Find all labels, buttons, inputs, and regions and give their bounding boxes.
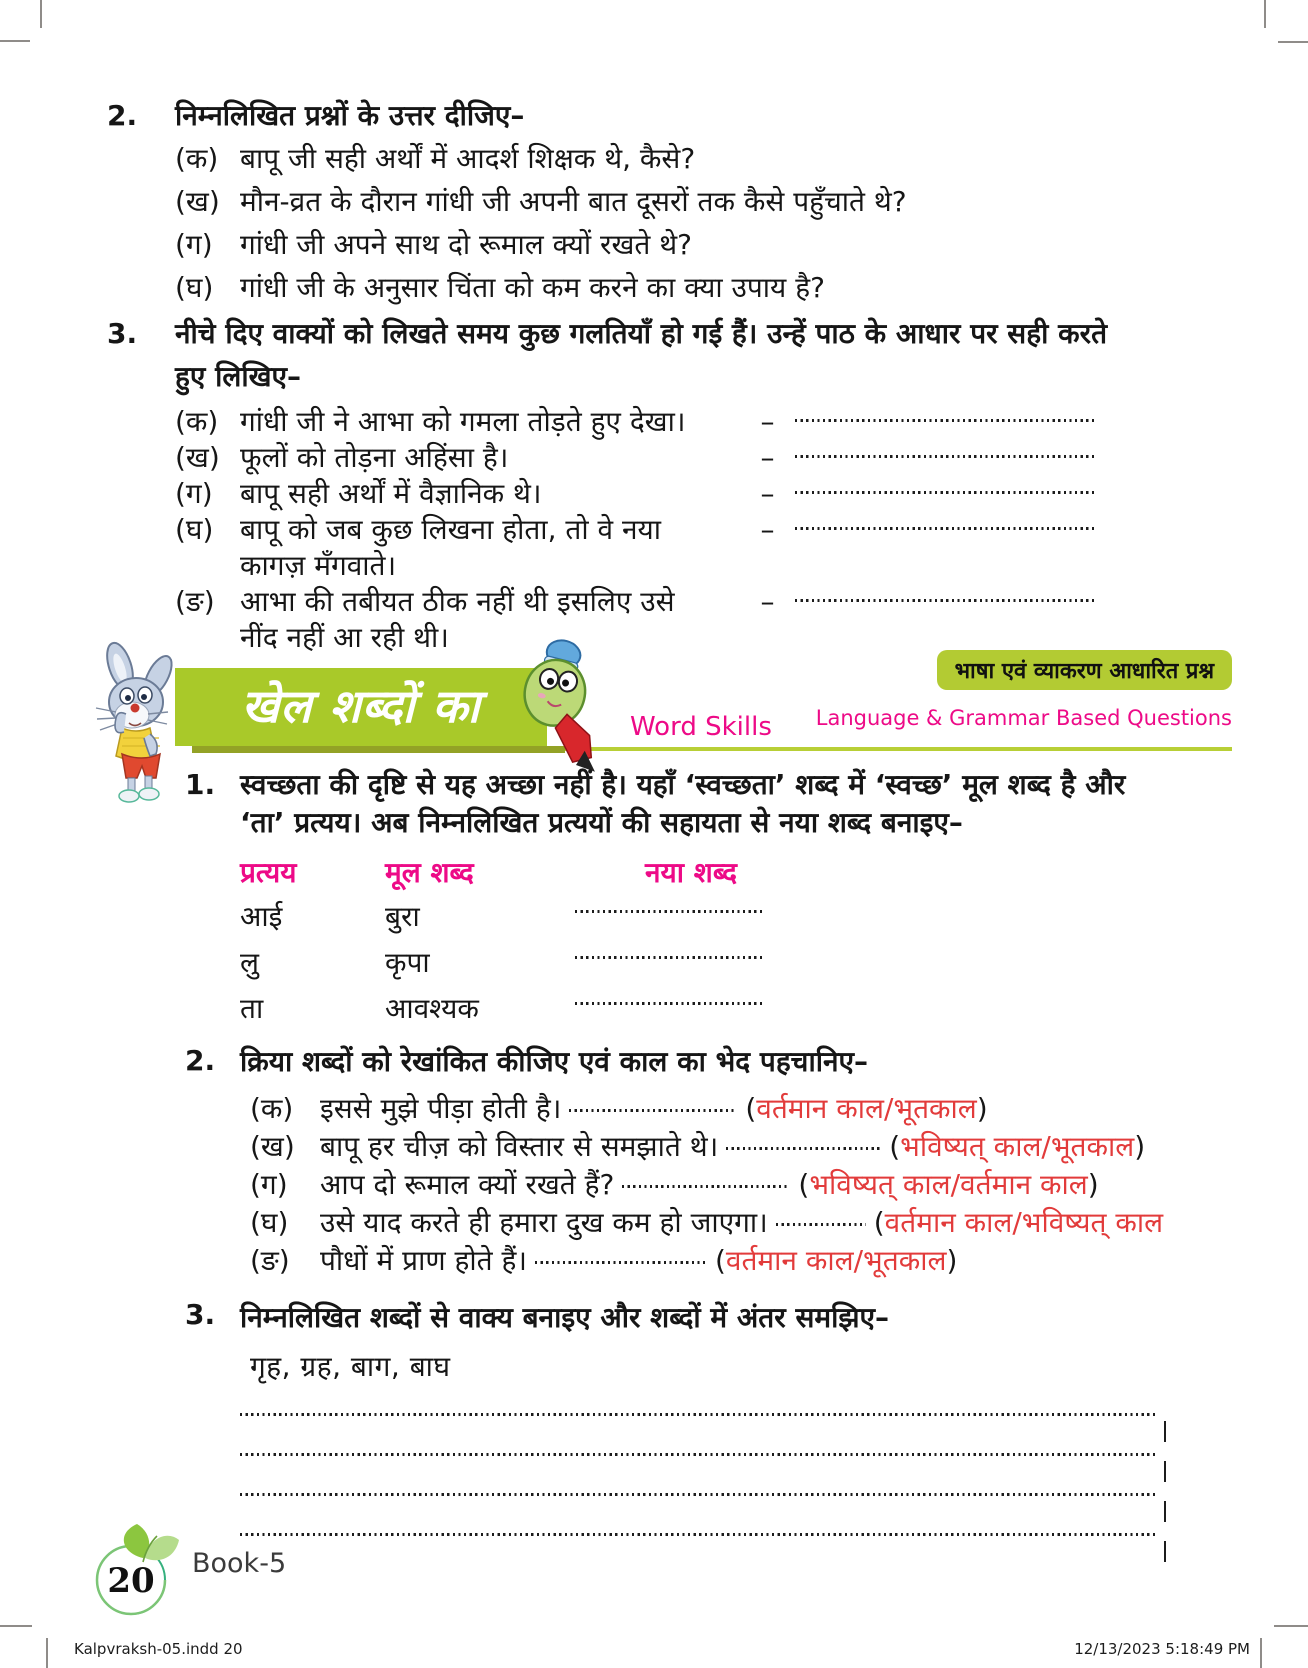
tense-item <box>250 1242 1308 1280</box>
answer-blank <box>726 1147 881 1150</box>
banner-rule <box>565 747 1232 751</box>
options: (वर्तमान काल/भूतकाल) <box>714 1244 958 1277</box>
crop-mark-bottom-right-v <box>1260 1638 1262 1668</box>
item-label: (क) <box>175 142 219 175</box>
item-text: गांधी जी के अनुसार चिंता को कम करने का क्या उपाय है? <box>240 271 825 304</box>
list-item <box>175 180 1308 223</box>
item-label: (ङ) <box>250 1244 290 1277</box>
item-label: (क) <box>175 405 219 438</box>
question-heading <box>240 766 1125 842</box>
answer-blank <box>795 599 1095 602</box>
crop-mark-top-right-h <box>1278 41 1308 43</box>
column-header: मूल शब्द <box>385 856 474 889</box>
question-heading <box>175 312 1107 398</box>
tense-item <box>250 1204 1308 1242</box>
column-header: प्रत्यय <box>240 856 297 889</box>
print-file-name: Kalpvraksh-05.indd 20 <box>74 1640 243 1658</box>
banner-title: खेल शब्दों का <box>241 679 481 733</box>
ws-question-3 <box>0 1296 1308 1339</box>
correction-item <box>0 512 1308 584</box>
answer-blank <box>795 527 1095 530</box>
item-text: पौधों में प्राण होते हैं। <box>320 1244 527 1277</box>
question-number: 2. <box>107 99 138 132</box>
heading-line: हुए लिखिए– <box>175 360 301 393</box>
item-text: गांधी जी ने आभा को गमला तोड़ते हुए देखा। <box>240 405 686 438</box>
crop-mark-top-right-v <box>1264 0 1266 28</box>
list-item <box>175 223 1308 266</box>
question-number: 3. <box>185 1298 216 1331</box>
answer-line <box>240 1453 1158 1456</box>
dash: – <box>760 441 775 474</box>
item-label: (ख) <box>175 441 220 474</box>
line-end-tick <box>1164 1461 1167 1482</box>
suffix-table <box>240 852 1308 1032</box>
list-item <box>175 266 1308 309</box>
item-label: (ङ) <box>175 585 215 618</box>
answer-blank <box>622 1185 790 1188</box>
question-number: 1. <box>185 768 216 801</box>
line-end-tick <box>1164 1541 1167 1562</box>
item-label: (घ) <box>175 271 214 304</box>
banner-bar <box>175 668 547 746</box>
answer-line <box>240 1493 1158 1496</box>
crop-mark-bottom-left-v <box>46 1638 48 1668</box>
answer-blank <box>575 910 765 913</box>
item-text: आप दो रूमाल क्यों रखते हैं? <box>320 1168 615 1201</box>
crop-mark-bottom-right-h <box>1274 1625 1308 1627</box>
answer-blank <box>795 419 1095 422</box>
answer-lines <box>240 1413 1158 1536</box>
book-label: Book-5 <box>192 1548 287 1579</box>
question-heading: क्रिया शब्दों को रेखांकित कीजिए एवं काल का भेद पहचानिए– <box>240 1045 868 1078</box>
banner-subtitle: Word Skills <box>630 712 772 742</box>
tense-item <box>250 1090 1308 1128</box>
ws-question-1 <box>0 766 1308 842</box>
tense-item <box>250 1166 1308 1204</box>
question-number: 3. <box>107 317 138 350</box>
item-text: बापू सही अर्थों में वैज्ञानिक थे। <box>240 477 542 510</box>
options: (भविष्यत् काल/भूतकाल) <box>889 1130 1146 1163</box>
print-timestamp: 12/13/2023 5:18:49 PM <box>1074 1640 1250 1658</box>
question-2-block <box>0 94 1308 309</box>
item-text: बापू जी सही अर्थों में आदर्श शिक्षक थे, कैसे? <box>240 142 696 175</box>
ws-question-2 <box>0 1042 1308 1082</box>
heading-line: नीचे दिए वाक्यों को लिखते समय कुछ गलतियाँ हो गई हैं। उन्हें पाठ के आधार पर सही करते <box>175 317 1108 350</box>
dash: – <box>760 585 775 618</box>
page-number: 20 <box>107 1561 155 1601</box>
word-skills-section <box>0 766 1308 1573</box>
answer-line <box>240 1533 1158 1536</box>
table-cell-suffix: लु <box>240 946 259 979</box>
crop-mark-top-left-v <box>40 0 42 28</box>
tense-item <box>250 1128 1308 1166</box>
correction-item <box>0 440 1308 476</box>
options: (वर्तमान काल/भूतकाल) <box>745 1092 988 1125</box>
answer-blank <box>776 1223 866 1226</box>
answer-blank <box>569 1109 737 1112</box>
table-cell-root: आवश्यक <box>385 992 479 1025</box>
table-cell-root: कृपा <box>385 946 430 979</box>
table-cell-suffix: ता <box>240 992 264 1025</box>
word-list: गृह, ग्रह, बाग, बाघ <box>250 1350 451 1383</box>
item-label: (ख) <box>250 1130 295 1163</box>
correction-item <box>0 404 1308 440</box>
table-cell-root: बुरा <box>385 900 420 933</box>
options: (वर्तमान काल/भविष्यत् काल <box>873 1206 1164 1239</box>
question-heading: निम्नलिखित शब्दों से वाक्य बनाइए और शब्दों में अंतर समझिए– <box>240 1301 890 1334</box>
item-label: (ख) <box>175 185 220 218</box>
item-label: (घ) <box>250 1206 289 1239</box>
answer-blank <box>535 1261 707 1264</box>
item-label: (घ) <box>175 513 214 546</box>
dash: – <box>760 477 775 510</box>
correction-item <box>0 476 1308 512</box>
dash: – <box>760 405 775 438</box>
item-text: बापू को जब कुछ लिखना होता, तो वे नया कागज़ मँगवाते। <box>240 513 661 582</box>
answer-blank <box>575 956 765 959</box>
crop-mark-top-left-h <box>0 40 30 42</box>
options: (भविष्यत् काल/वर्तमान काल) <box>798 1168 1099 1201</box>
item-text: आभा की तबीयत ठीक नहीं थी इसलिए उसे नींद नहीं आ रही थी। <box>240 585 675 654</box>
answer-line <box>240 1413 1158 1416</box>
crop-mark-bottom-left-h <box>0 1625 32 1627</box>
item-label: (ग) <box>175 477 213 510</box>
heading-line: ‘ता’ प्रत्यय। अब निम्नलिखित प्रत्ययों की सहायता से नया शब्द बनाइए– <box>240 806 963 839</box>
line-end-tick <box>1164 1421 1167 1442</box>
dash: – <box>760 513 775 546</box>
heading-line: स्वच्छता की दृष्टि से यह अच्छा नहीं है। यहाँ ‘स्वच्छता’ शब्द में ‘स्वच्छ’ मूल शब्द है और <box>240 768 1126 801</box>
grammar-badge-subtitle: Language & Grammar Based Questions <box>815 706 1232 730</box>
table-cell-suffix: आई <box>240 900 283 933</box>
column-header: नया शब्द <box>645 856 738 889</box>
item-text: उसे याद करते ही हमारा दुख कम हो जाएगा। <box>320 1206 768 1239</box>
line-end-tick <box>1164 1501 1167 1522</box>
question-3-block <box>0 312 1308 656</box>
answer-blank <box>795 455 1095 458</box>
pencil-mascot-icon <box>500 630 618 772</box>
item-text: मौन-व्रत के दौरान गांधी जी अपनी बात दूसरों तक कैसे पहुँचाते थे? <box>240 185 907 218</box>
item-text: इससे मुझे पीड़ा होती है। <box>320 1092 562 1125</box>
item-label: (ग) <box>250 1168 288 1201</box>
grammar-badge: भाषा एवं व्याकरण आधारित प्रश्न <box>937 650 1232 690</box>
item-label: (क) <box>250 1092 294 1125</box>
item-label: (ग) <box>175 228 213 261</box>
answer-blank <box>575 1002 765 1005</box>
item-text: गांधी जी अपने साथ दो रूमाल क्यों रखते थे? <box>240 228 693 261</box>
item-text: बापू हर चीज़ को विस्तार से समझाते थे। <box>320 1130 719 1163</box>
list-item <box>175 137 1308 180</box>
question-number: 2. <box>185 1044 216 1077</box>
answer-blank <box>795 491 1095 494</box>
question-heading: निम्नलिखित प्रश्नों के उत्तर दीजिए– <box>175 99 525 132</box>
item-text: फूलों को तोड़ना अहिंसा है। <box>240 441 509 474</box>
